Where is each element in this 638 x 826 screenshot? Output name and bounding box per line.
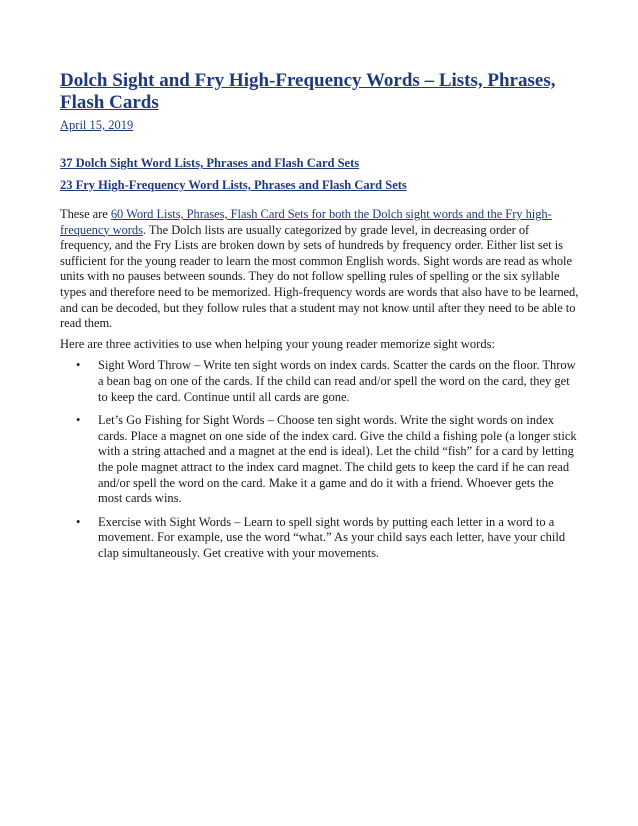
date-link[interactable]: April 15, 2019 (60, 118, 134, 132)
set-links (60, 155, 580, 193)
list-item (76, 413, 580, 507)
activity-text: Let’s Go Fishing for Sight Words – Choose ten sight words. Write the sight words on index cards. Place a magnet on one side of the index card. Give the child a fishing pole (a longer stick with a string attached and a magnet at the end is ideal). Let the child “fish” for a card by letting the pole magnet attract to the index card magnet. The child gets to keep the card if he can read and/or spell the word on the card. Make it a game and do it with a friend. Whoever gets the most cards wins. (98, 413, 577, 506)
activities-intro: Here are three activities to use when helping your young reader memorize sight words: (60, 336, 495, 351)
paragraph-lead: These are (60, 207, 111, 221)
bullet-icon: • (76, 514, 81, 529)
paragraph-rest: . The Dolch lists are usually categorized by grade level, in decreasing order of frequency, and the Fry Lists are broken down by sets of hundreds by frequency order. Either list set is sufficient for the young reader to learn the most common English words. Sight words are read as whole units with no pauses between sounds. They do not follow spelling rules of spelling or the six syllable types and therefore need to be memorized. High-frequency words are words that also have to be learned, and can be decoded, but they follow rules that a student may not know until after they need to be able to read them. (60, 222, 579, 331)
title-link[interactable]: Dolch Sight and Fry High-Frequency Words – Lists, Phrases, Flash Cards (60, 70, 556, 113)
activity-text: Sight Word Throw – Write ten sight words on index cards. Scatter the cards on the floor. Throw a bean bag on one of the cards. If the child can read and/or spell the word on the card, they get to keep the card. Continue until all cards are gone. (98, 358, 576, 404)
activity-text: Exercise with Sight Words – Learn to spell sight words by putting each letter in a word to a movement. For example, use the word “what.” As your child says each letter, have your child clap simultaneously. Get creative with your movements. (98, 514, 566, 560)
bullet-icon: • (76, 358, 81, 373)
description-paragraph (60, 207, 580, 332)
word-lists-link[interactable]: 60 Word Lists, Phrases, Flash Card Sets for both the Dolch sight words and the Fry high-frequency words (60, 207, 552, 237)
bullet-icon: • (76, 413, 81, 428)
activities-list (60, 358, 580, 561)
post-date (60, 117, 580, 133)
dolch-sets-link[interactable]: 37 Dolch Sight Word Lists, Phrases and Flash Card Sets (60, 156, 360, 170)
list-item (76, 515, 580, 562)
list-item (76, 358, 580, 405)
fry-sets-link[interactable]: 23 Fry High-Frequency Word Lists, Phrases and Flash Card Sets (60, 178, 407, 192)
article (60, 70, 580, 569)
page-title (60, 70, 580, 114)
